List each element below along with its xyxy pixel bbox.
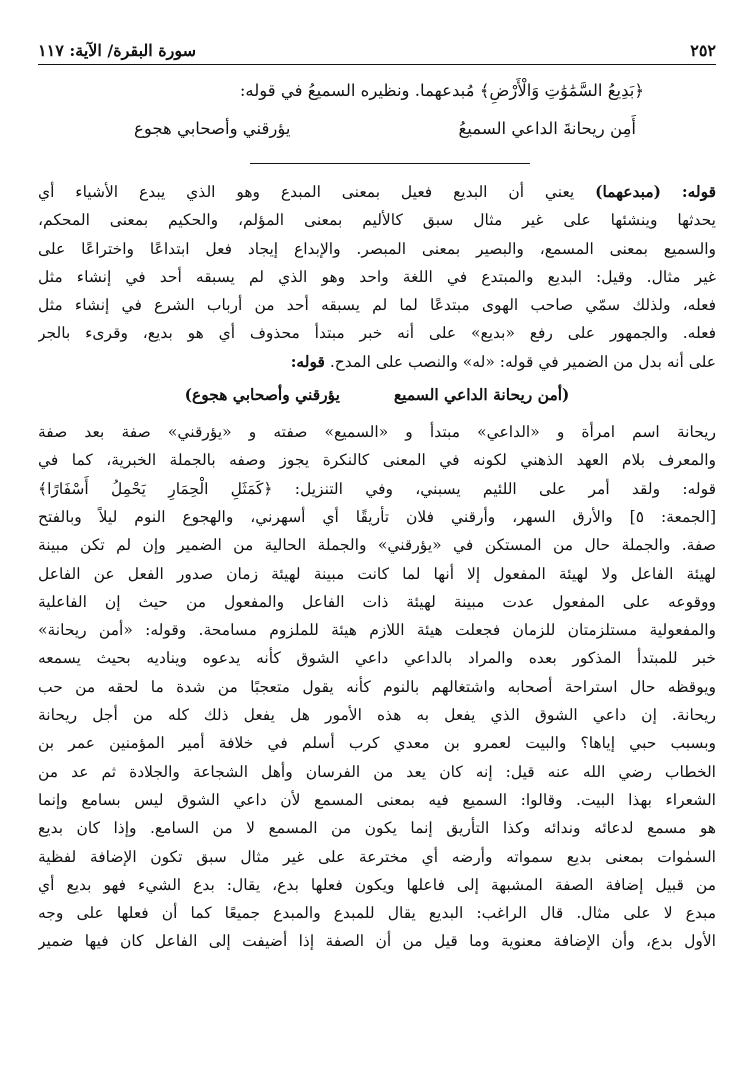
verse-first-hemistich: أَمِن ريحانةَ الداعي السميعُ (458, 119, 636, 138)
cited-verse-first: (أمن ريحانة الداعي السميع (393, 385, 570, 405)
commentary-line: وبسبب حبي إياها؟ والبيت لعمرو بن معدي كرب أسلم في خلافة أمير المؤمنين عمر بن (38, 734, 716, 753)
commentary-line: [الجمعة: ٥] والأرق السهر، وأرقني فلان تأريقًا أي أسهرني، والهجوع النوم ليلاً وبالفتح (38, 507, 716, 526)
commentary-line: ريحانة اسم امرأة و «الداعي» مبتدأ و «السميع» صفته و «يؤرقني» صفة بعد صفة (38, 423, 716, 442)
commentary-line: الأول بدع، وأن الإضافة معنوية وما قيل من أن الصفة إذا أضيفت إلى الفاعل كان فيها ضمير (38, 932, 716, 951)
quoted-text (38, 74, 716, 146)
commentary-line: غير مثال. وقيل: البديع والمبتدع في اللغة واحد وهو الذي لم يسبقه أحد في إنشاء مثل (38, 267, 716, 286)
commentary-line: يحدثها وينشئها على غير مثال سبق كالأليم بمعنى المؤلم، والحكيم بمعنى المحكم، (38, 211, 716, 230)
commentary-line: والمفعولية مستلزمتان للزمان فجعلت هيئة اللازم هيئة للملزوم مسامحة. وقوله: «أمن ريحانة» (38, 621, 716, 640)
commentary-line: ووقوعه على المفعول عدت مبينة لهيئة ذات الفاعل والمفعول من حيث إن الفاعلية (38, 592, 716, 611)
sura-reference: سورة البقرة/ الآية: ١١٧ (38, 41, 197, 60)
cited-verse-second: يؤرقني وأصحابي هجوع) (184, 385, 340, 405)
commentary-line: الشعراء بهذا البيت. وقالوا: السميع فيه بمعنى المسمع لأن داعي الشوق ليس بسامع وإنما (38, 790, 716, 809)
commentary-line: والمعرف بلام العهد الذهني لكونه في المعنى كالنكرة يجوز وصفه بالجملة الخبرية، كما في (38, 451, 716, 470)
outro-label: قوله: (290, 351, 325, 371)
commentary-line: فعله. والجمهور على رفع «بديع» على أنه خبر مبتدأ محذوف أي هو بديع، وقرىء بالجر (38, 324, 716, 343)
commentary-line: الخطاب رضي الله عنه قيل: إنه كان يعد من الفرسان وأهل الشجاعة والجلادة ثم عد من (38, 762, 716, 781)
running-header (38, 34, 716, 60)
commentary-line: فعله، ولذلك سمّي صاحب الهوى مبتدعًا لما لم يسبقه أحد من أرباب الشرع في إنشاء مثل (38, 296, 716, 315)
commentary-line: والسميع بمعنى المسمع، والبصير بمعنى المبصر. والإبداع إيجاد فعل ابتداعًا واختراعًا على (38, 239, 716, 258)
commentary-line: ريحانة. إن داعي الشوق الذي يفعل به هذه الأمور هل يفعل ذلك كله من أجل ريحانة (38, 706, 716, 725)
section-divider (250, 163, 530, 164)
commentary-line: من قبيل إضافة الصفة المشبهة إلى فاعلها ويكون فعلها بدع، يقال: بدع الشيء فهو بديع أي (38, 875, 716, 894)
header-rule (38, 64, 716, 65)
matn-line: ﴿بَدِيعُ السَّمَٰوَٰتِ وَالْأَرْضِ﴾ مُبدعهما. ونظيره السميعُ في قوله: (239, 81, 644, 100)
page-number: ٢٥٢ (690, 41, 716, 60)
commentary-line: السمٰوات بمعنى بديع سمواته وأرضه أي مخترعة على غير مثال سبق تكون الإضافة لفظية (38, 847, 716, 866)
commentary-line: مبدع لا على مثال. قال الراغب: البديع يقال للمبدع والمبدع جميعًا كما أن فعلها على وجه (38, 904, 716, 923)
verse-second-hemistich: يؤرقني وأصحابي هجوع (134, 119, 291, 138)
commentary-text: على أنه بدل من الضمير في قوله: «له» والنصب على المدح. (329, 352, 716, 371)
commentary-line: لهيئة الفاعل ولا لهيئة المفعول إلا أنها لما كانت مبينة لهيئة زمان صدور الفعل عن الفاعل (38, 564, 716, 583)
cited-verse (38, 378, 716, 412)
commentary (38, 178, 716, 956)
commentary-line: خبر للمبتدأ المذكور بعده والمراد بالداعي داعي الشوق كأنه يدعوه ويناديه بحيث يسمعه (38, 649, 716, 668)
intro-term: (مبدعهما) (595, 182, 661, 201)
matn-verse (38, 112, 716, 146)
commentary-line: قوله: ولقد أمر على اللئيم يسبني، وفي التنزيل: ﴿كَمَثَلِ الْحِمَارِ يَحْمِلُ أَسْفَارًا﴾ (38, 479, 716, 498)
commentary-line (38, 178, 716, 206)
intro-text: يعني أن البديع فعيل بمعنى المبدع وهو الذي يبدع الأشياء أي (38, 183, 575, 201)
commentary-line (38, 348, 716, 376)
intro-label: قوله: (681, 182, 716, 201)
commentary-line: هو مسمع لدعائه وندائه وكذا التأريق إنما يكون من المسمع لا من السامع. وإذا كان بديع (38, 819, 716, 838)
commentary-line: ويوقظه حال استراحة أصحابه واشتغالهم بالنوم كأنه يقول متعجبًا من شدة ما لحقه من حب (38, 677, 716, 696)
commentary-line: صفة. والجملة حال من المستكن في «يؤرقني» والجملة الحالية من الضمير وإن لم تكن مبينة (38, 536, 716, 555)
